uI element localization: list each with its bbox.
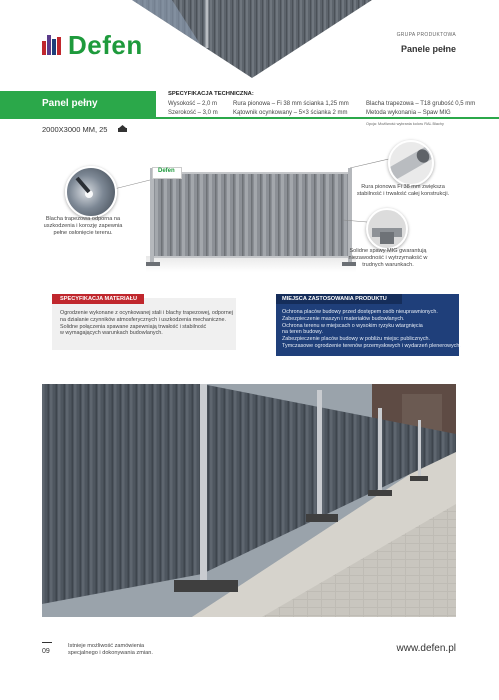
product-group-name: Panele pełne — [400, 44, 456, 54]
spec-method: Metoda wykonania – Spaw MIG — [366, 110, 451, 116]
callout-pipe: Rura pionowa Fi 38 mm zwiększa stabilność i trwałość całej konstrukcji. — [356, 184, 450, 197]
spec-pipe: Rura pionowa – Fi 38 mm ścianka 1,25 mm — [233, 101, 349, 107]
pipe-detail-photo — [388, 140, 434, 186]
product-group-label: GRUPA PRODUKTOWA — [396, 32, 456, 38]
page-number-rule — [42, 642, 52, 643]
welding-detail-photo — [65, 166, 117, 218]
callout-sheet: Blacha trapezowa odporna na uszkodzenia i korozję zapewnia pełne osłonięcie terenu. — [43, 216, 123, 236]
usage-title: MIEJSCA ZASTOSOWANIA PRODUKTU — [282, 296, 387, 302]
spec-heading: SPECYFIKACJA TECHNICZNA: — [168, 91, 254, 97]
spec-option-note: Opcja: Możliwość wybrania koloru RAL Blachy — [366, 122, 444, 126]
usage-text: Ochrona placów budowy przed dostępem osób nieuprawnionych. Zabezpieczenie maszyn i materiałów budowlanych. Ochrona terenu w miejscach o wysokim ryzyku wtargnięcia na teren budowy. Zabezpieczenie placów budowy w pobliżu miejsc publicznych. Tymczasowe ogrodzenie terenów przemysłowych i wydarzeń plenerowych. — [282, 309, 461, 349]
website-link[interactable]: www.defen.pl — [396, 643, 456, 654]
spec-sheet: Blacha trapezowa – T18 grubość 0,5 mm — [366, 101, 476, 107]
brand-logo-text: Defen — [68, 30, 143, 60]
page-number: 09 — [42, 648, 50, 655]
product-title-bar-ext — [156, 117, 499, 119]
product-title: Panel pełny — [42, 98, 98, 109]
spec-width: Szerokość – 3,0 m — [168, 110, 218, 116]
construction-site-photo — [42, 384, 456, 617]
logo-mark — [42, 35, 64, 55]
spec-height: Wysokość – 2,0 m — [168, 101, 217, 107]
footer-note: Istnieje możliwość zamówienia specjalnego i dokonywania zmian. — [68, 643, 153, 657]
callout-weld: Solidne spawy MIG gwarantują niezawodność i wytrzymałość w trudnych warunkach. — [348, 248, 428, 268]
material-spec-title: SPECYFIKACJA MATERIAŁU — [60, 296, 138, 302]
product-size: 2000X3000 MM, 25 — [42, 125, 108, 134]
pallet-icon — [118, 125, 127, 133]
spec-angle: Kątownik ocynkowany – 5×3 ścianka 2 mm — [233, 110, 348, 116]
weld-joint-detail-photo — [366, 208, 408, 250]
panel-label: Defen — [158, 168, 175, 174]
material-spec-text: Ogrodzenie wykonane z ocynkowanej stali i blachy trapezowej, odpornej na działanie czynników atmosferycznych i uszkodzenia mechaniczne. Solidne połączenia spawane zapewniają trwałość i stabilność w wymagających warunkach budowlanych. — [60, 310, 233, 337]
